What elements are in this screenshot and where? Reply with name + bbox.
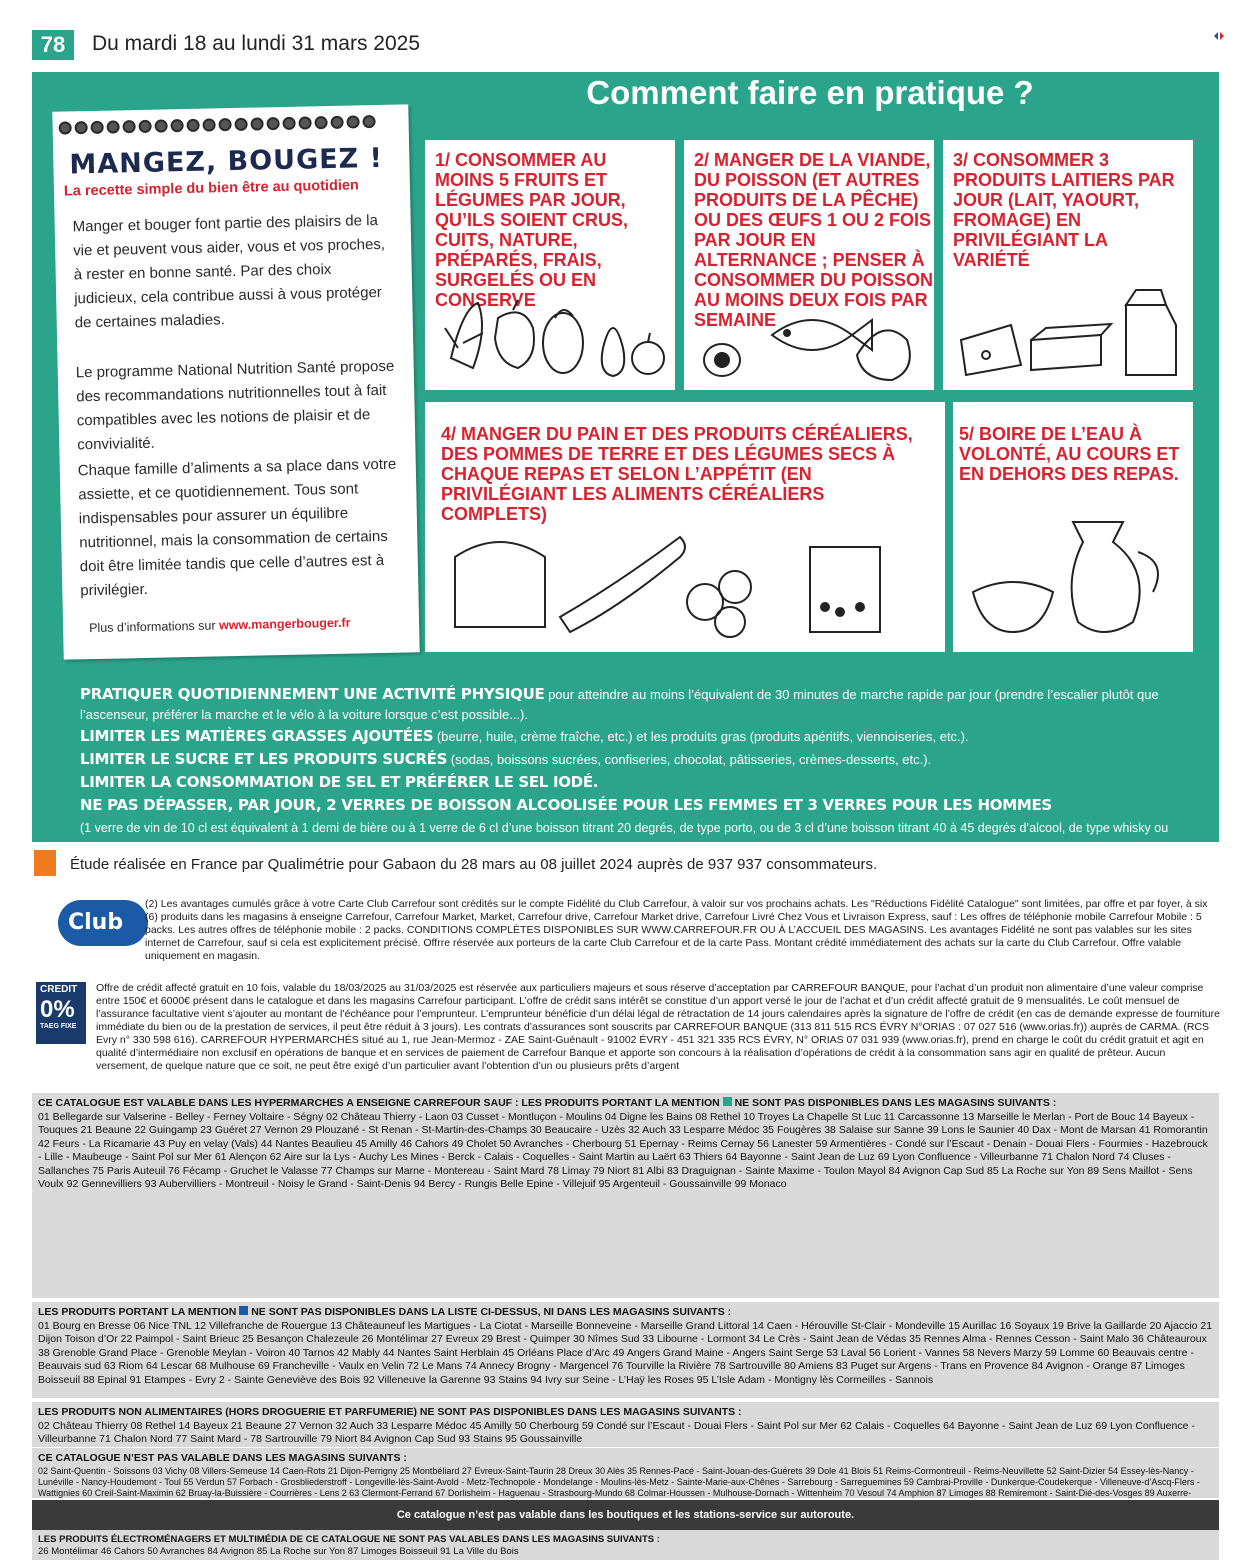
credit-badge-rate: 0% [40,996,75,1023]
card-meat-fish-eggs [684,140,934,390]
validity-2-text: 01 Bourg en Bresse 06 Nice TNL 12 Villefranche de Rouergue 13 Châteauneuf les Martigues - La Ciotat - Marseille Bonneveine - Marseille Grand Littoral 14 Caen - Hérouville St-Clair - Mondeville 15 Aurillac 16 Soyaux 19 Brive la Gaillarde 20 Ajaccio 21 Dijon Toison d’Or 22 Paimpol - Saint Brieuc 25 Besançon Chalezeule 26 Montélimar 27 Evreux 29 Brest - Quimper 30 Nîmes Sud 33 Libourne - Lormont 34 Le Crès - Saint Jean de Védas 35 Rennes Alma - Rennes Cesson - Saint Malo 36 Châteauroux 38 Grenoble Grand Place - Grenoble Meylan - Voiron 40 Tarnos 42 Mably 44 Nantes Saint Herblain 45 Orléans Place d’Arc 49 Angers Grand Maine - Angers Saint Serge 53 Laval 56 Lorient - Vannes 58 Nevers Marzy 59 Lomme 60 Beauvais centre - Beauvais sud 63 Riom 64 Lescar 68 Mulhouse 69 Francheville - Vaulx en Velin 72 Le Mans 74 Annecy Brogny - Margencel 76 Tourville la Rivière 78 Sartrouville 80 Amiens 83 Puget sur Argens - Trans en Provence 84 Avignon - Orange 87 Limoges Boisseuil 88 Epinal 91 Etampes - Evry 2 - Sainte Geneviève des Bois 92 Villeneuve la Garenne 93 Stains 94 Ivry sur Seine - L’Haÿ les Roses 95 L’Isle Adam - Montigny lès Cormeilles - Sannois [38,1319,1213,1386]
club-conditions: (2) Les avantages cumulés grâce à votre Carte Club Carrefour sont crédités sur le compte Fidélité du Club Carrefour, à valoir sur vos prochains achats. Les "Réductions Fidélité Catalogue" sont limitées, par offre et par foyer, à six (6) produits dans les magasins à enseigne Carrefour, Carrefour Market, Market, Carrefour drive, Carrefour Market drive, Carrefour Livré Chez Vous et Livraison Express, sauf : Les offres de téléphonie mobile Carrefour Mobile : 5 packs. Les autres offres de téléphonie mobile : 2 packs. CONDITIONS COMPLÈTES DISPONIBLES SUR WWW.CARREFOUR.FR OU À L’ACCUEIL DES MAGASINS. Les avantages Fidélité ne sont pas valables sur les sites internet de Carrefour, sauf si cela est explicitement précisé. Offrre réservée aux porteurs de la carte Club Carrefour et de la carte Pass. Montant crédité immédiatement des achats sur la carte du Club Carrefour. Offre valable uniquement en magasin. [145,898,1208,962]
validity-2-heading-2: NE SONT PAS DISPONIBLES DANS LA LISTE CI-DESSUS, NI DANS LES MAGASINS SUIVANTS : [251,1306,732,1318]
card-water [953,402,1193,652]
mangerbouger-link[interactable]: www.mangerbouger.fr [218,615,351,633]
mention-icon [723,1097,732,1106]
rec-3-text: (sodas, boissons sucrées, confiseries, chocolat, pâtisseries, crèmes-desserts, etc.). [447,752,932,767]
credit-badge-taeg: TAEG FIXE [40,1023,77,1030]
panel-title: Comment faire en pratique ? [586,74,1034,111]
validity-1-text: 01 Bellegarde sur Valserine - Belley - Ferney Voltaire - Ségny 02 Château Thierry - Laon 03 Cusset - Montluçon - Moulins 04 Digne les Bains 08 Rethel 10 Troyes La Chapelle St Luc 11 Carcassonne 13 Marseille le Merlan - Port de Bouc 14 Bayeux - Touques 21 Beaune 22 Guingamp 23 Guéret 27 Vernon 29 Plouzané - St Renan - St-Martin-des-Champs 30 Beaucaire - Uzès 32 Auch 33 Lesparre Médoc 35 Fougères 38 Salaise sur Sanne 39 Lons le Saunier 40 Dax - Mont de Marsan 41 Romorantin 42 Feurs - La Ricamarie 43 Puy en velay (Vals) 44 Nantes Beaulieu 45 Amilly 46 Cahors 49 Cholet 50 Avranches - Cherbourg 51 Epernay - Reims Cernay 56 Lanester 59 Armentières - Condé sur l’Escaut - Denain - Douai Flers - Fourmies - Hazebrouck - Lille - Maubeuge - Saint Pol sur Mer 61 Alençon 62 Aire sur la Lys - Auchy Les Mines - Berck - Calais - Coquelles - Saint Martin au Laërt 63 Thiers 64 Bayonne - Saint Jean de Luz 69 Lyon Confluence - Villeurbanne 71 Chalon Nord 74 Cluses - Sallanches 75 Paris Auteuil 76 Fécamp - Gruchet le Valasse 77 Champs sur Marne - Montereau - Saint Mard 78 Limay 79 Niort 81 Albi 83 Draguignan - Sainte Maxime - Toulon Mayol 84 Avignon Cap Sud 85 La Roche sur Yon 89 Sens Maillot - Sens Voulx 92 Gennevilliers 93 Aubervilliers - Montreuil - Noisy le Grand - Saint-Denis 94 Bercy - Rungis Belle Epine - Villejuif 95 Argenteuil - Goussainville 99 Monaco [38,1110,1208,1190]
more-info-label: Plus d’informations sur [88,618,216,636]
validity-3-text: 02 Château Thierry 08 Rethel 14 Bayeux 21 Beaune 27 Vernon 32 Auch 33 Lesparre Médoc 45 Amilly 50 Cherbourg 59 Condé sur l’Escaut - Douai Flers - Saint Pol sur Mer 62 Calais - Coquelles 64 Bayonne - Saint Jean de Luz 69 Lyon Confluence - Villeurbanne 71 Chalon Nord 77 Saint Mard - 78 Sartrouville 79 Niort 84 Avignon Cap Sud 93 Stains 95 Goussainville [38,1419,1195,1445]
study-badge-icon [34,850,56,876]
club-carrefour-logo [58,900,148,946]
credit-badge [36,982,86,1044]
water-jug-icon [963,502,1188,647]
validity-1-heading-2: NE SONT PAS DISPONIBLES DANS LES MAGASINS SUIVANTS : [734,1097,1057,1109]
notepad-rings [59,115,376,135]
notepad-subtitle: La recette simple du bien être au quotidien [63,177,359,200]
notepad-title: MANGEZ, BOUGEZ ! [69,142,384,181]
validity-box-2 [32,1302,1219,1398]
recommendation-alcohol [80,795,1190,816]
rec-1-bold: PRATIQUER QUOTIDIENNEMENT UNE ACTIVITÉ PHYSIQUE [80,685,545,703]
recommendation-sugar [80,749,1190,770]
card-2-text: 2/ MANGER DE LA VIANDE, DU POISSON (ET AUTRES PRODUITS DE LA PÊCHE) OU DES ŒUFS 1 OU 2 FOIS PAR JOUR EN ALTERNANCE ; PENSER À CONSOMMER DU POISSON AU MOINS DEUX FOIS PAR SEMAINE [694,150,934,330]
validity-4-text: 02 Saint-Quentin - Soissons 03 Vichy 08 Villers-Semeuse 14 Caen-Rots 21 Dijon-Perrigny 25 Montbéliard 27 Evreux-Saint-Taurin 28 Dreux 30 Alès 35 Rennes-Pacé - Saint-Jouan-des-Guérets 39 Dole 41 Blois 51 Reims-Cormontreuil - Reims-Neuvillette 52 Saint-Dizier 54 Essey-lès-Nancy - Lunéville - Nancy-Houdemont - Toul 55 Verdun 57 Forbach - Grosbliederstroff - Longeville-lès-Saint-Avold - Metz-Technopole - Mondelange - Moulins-lès-Metz - Sainte-Marie-aux-Chênes - Sarrebourg - Sarreguemines 59 Cambrai-Proville - Dunkerque-Coudekerque - Villeneuve-d’Ascq-Flers - Wattignies 60 Creil-Saint-Maximin 62 Bruay-la-Buissière - Courrières - Lens 2 63 Clermont-Ferrand 67 Dorlisheim - Haguenau - Strasbourg-Mundo 68 Colmar-Houssen - Mulhouse-Dornach - Wittenheim 70 Vesoul 74 Amphion 87 Limoges 88 Remiremont - Saint-Dié-des-Vosges 89 Auxerre- [38,1465,1200,1498]
validity-5-heading: LES PRODUITS ÉLECTROMÉNAGERS ET MULTIMÉDIA DE CE CATALOGUE NE SONT PAS VALABLES DANS LES MAGASINS SUIVANTS : [38,1534,660,1545]
carrefour-mini-icon [1214,32,1224,40]
date-range: Du mardi 18 au lundi 31 mars 2025 [92,32,421,55]
rec-3-bold: LIMITER LE SUCRE ET LES PRODUITS SUCRÉS [80,750,448,768]
validity-1-heading: CE CATALOGUE EST VALABLE DANS LES HYPERMARCHES A ENSEIGNE CARREFOUR SAUF : LES PRODUITS PORTANT LA MENTION [38,1097,720,1109]
card-fruits-vegetables [425,140,675,390]
card-1-text: 1/ CONSOMMER AU MOINS 5 FRUITS ET LÉGUMES PAR JOUR, QU’ILS SOIENT CRUS, CUITS, NATURE, PRÉPARÉS, FRAIS, SURGELÉS OU EN CONSERVE [435,150,629,310]
notepad-card [52,104,419,659]
page-number: 78 [32,30,74,60]
rec-2-bold: LIMITER LES MATIÈRES GRASSES AJOUTÉES [80,727,434,745]
card-dairy [943,140,1193,390]
fruits-vegetables-icon [433,288,668,383]
notepad-more-info [89,616,351,635]
validity-3-heading: LES PRODUITS NON ALIMENTAIRES (HORS DROGUERIE ET PARFUMERIE) NE SONT PAS DISPONIBLES DANS LES MAGASINS SUIVANTS : [38,1406,742,1418]
rec-1-text: pour atteindre au moins l’équivalent de 30 minutes de marche rapide par jour (prendre l’escalier plutôt que l’ascenseur, préférer la marche et le vélo à la voiture lorsque c’est possible...). [80,687,1159,722]
validity-box-4 [32,1448,1219,1498]
credit-conditions: Offre de crédit affecté gratuit en 10 fois, valable du 18/03/2025 au 31/03/2025 est réservée aux particuliers majeurs et sous réserve d’acceptation par CARREFOUR BANQUE, pour l’achat d’un produit non alimentaire d’une valeur comprise entre 150€ et 6000€ présent dans le catalogue et dans les magasins Carrefour participant. L’offre de crédit sans intérêt se constitue d’un apport versé le jour de l’achat et d’un crédit affecté gratuit de 9 mensualités. Le coût mensuel de l’assurance facultative vient s’ajouter au montant de l’échéance pour l’emprunteur. L’emprunteur bénéficie d’un délai légal de rétractation de 14 jours calendaires après la signature de l’offre de crédit (en cas de demande expresse de fourniture immédiate du bien ou de la prestation de services, il peut être réduit à 3 jours). Les contrats d’assurances sont souscrits par CARREFOUR BANQUE (313 811 515 RCS ÉVRY N°ORIAS : 07 027 516 (www.orias.fr)) auprès de CARMA. (RCS Evry n° 330 598 616). CARREFOUR HYPERMARCHÉS situé au 1, rue Jean-Mermoz - ZAE Saint-Guénault - 91002 ÉVRY - 451 321 335 RCS ÉVRY, N° ORIAS 07 031 939 (www.orias.fr), prend en charge le coût du crédit gratuit et agit en qualité d’intermédiaire non exclusif en opérations de banque et en services de paiement de Carrefour Banque et apporte son concours à la réalisation d’opérations de crédit à la consommation sans agir en qualité de prêteur. Aucun versement, de quelque nature que ce soit, ne peut être exigé d’un particulier avant l’obtention d’un ou plusieurs prêts d’argent [96,982,1220,1072]
meat-fish-eggs-icon [692,295,927,385]
validity-box-1 [32,1093,1219,1298]
footer-bar: Ce catalogue n’est pas valable dans les boutiques et les stations-service sur autoroute. [32,1500,1219,1530]
validity-4-heading: CE CATALOGUE N’EST PAS VALABLE DANS LES MAGASINS SUIVANTS : [38,1452,407,1464]
credit-badge-top: CREDIT [40,984,78,995]
card-bread-cereals [425,402,945,652]
dairy-icon [951,280,1186,380]
recommendation-activity [80,684,1190,725]
rec-5-bold: NE PAS DÉPASSER, PAR JOUR, 2 VERRES DE BOISSON ALCOOLISÉE POUR LES FEMMES ET 3 VERRES POUR LES HOMMES [80,796,1052,814]
validity-5-text: 26 Montélimar 46 Cahors 50 Avranches 84 Avignon 85 La Roche sur Yon 87 Limoges Boisseuil 91 La Ville du Bois [38,1546,519,1557]
notepad-paragraph-1: Manger et bouger font partie des plaisirs de la vie et peuvent vous aider, vous et vos proches, à rester en bonne santé. Par des choix judicieux, cela contribue aussi à vous protéger de certaines maladies. [72,211,386,332]
notepad-paragraph-3: Chaque famille d’aliments a sa place dans votre assiette, et ce quotidiennement. Tous sont indispensables pour assurer un équilibre nutritionnel, mais la consommation de certains doit être limitée tandis que celle d’autres est à privilégier. [77,455,397,600]
rec-4-bold: LIMITER LA CONSOMMATION DE SEL ET PRÉFÉRER LE SEL IODÉ. [80,773,599,791]
mention-icon [239,1306,248,1315]
study-note: Étude réalisée en France par Qualimétrie pour Gabaon du 28 mars au 08 juillet 2024 auprès de 937 937 consommateurs. [70,856,878,873]
notepad-paragraph-2: Le programme National Nutrition Santé propose des recommandations nutritionnelles tout à fait compatibles avec les notions de plaisir et de convivialité. [75,357,395,454]
validity-box-3 [32,1402,1219,1447]
club-logo-text: Club [68,910,124,935]
recommendation-alcohol-note: (1 verre de vin de 10 cl est équivalent à 1 demi de bière ou à 1 verre de 6 cl d’une boisson titrant 20 degrés, de type porto, ou de 3 cl d’une boisson titrant 40 à 45 degrés d’alcool, de type whisky ou pastis). [80,821,1169,855]
validity-box-5 [32,1530,1219,1560]
rec-2-text: (beurre, huile, crème fraîche, etc.) et les produits gras (produits apéritifs, viennoiseries, etc.). [433,729,969,744]
recommendation-salt [80,772,1190,793]
card-3-text: 3/ CONSOMMER 3 PRODUITS LAITIERS PAR JOUR (LAIT, YAOURT, FROMAGE) EN PRIVILÉGIANT LA VARIÉTÉ [953,150,1175,270]
recommendation-fats [80,726,1190,747]
bread-potatoes-icon [440,522,940,647]
card-5-text: 5/ BOIRE DE L’EAU À VOLONTÉ, AU COURS ET EN DEHORS DES REPAS. [959,424,1180,484]
validity-2-heading: LES PRODUITS PORTANT LA MENTION [38,1306,237,1318]
card-4-text: 4/ MANGER DU PAIN ET DES PRODUITS CÉRÉALIERS, DES POMMES DE TERRE ET DES LÉGUMES SECS À CHAQUE REPAS ET SELON L’APPÉTIT (EN PRIVILÉGIANT LES ALIMENTS CÉRÉALIERS COMPLETS) [441,424,913,524]
